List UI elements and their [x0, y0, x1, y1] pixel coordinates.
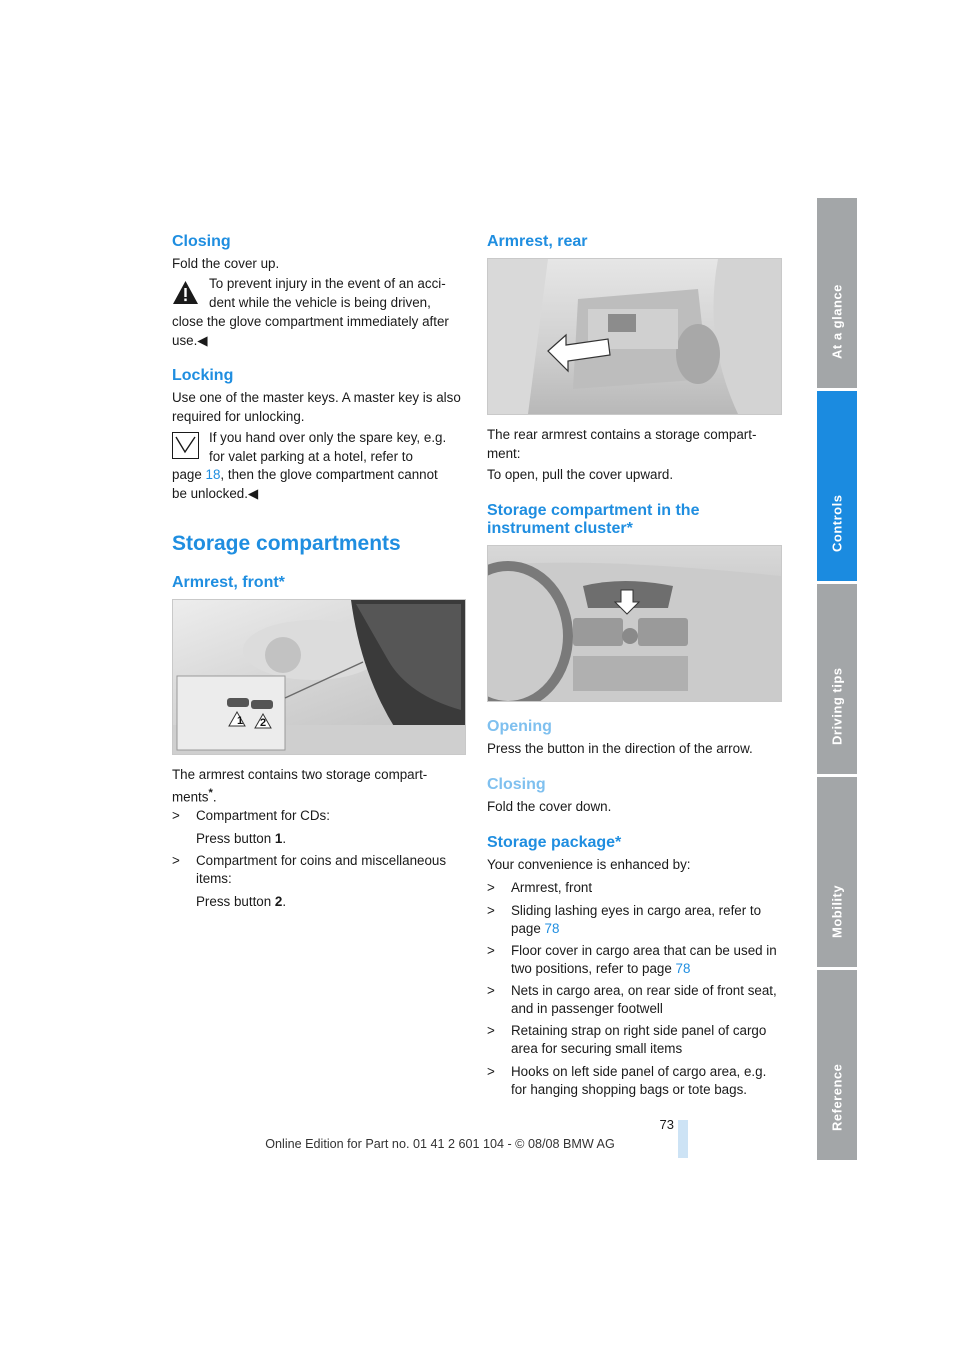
armrest-front-line-2: ments*.: [172, 787, 217, 805]
armrest-rear-photo: [487, 258, 782, 415]
note-line-2: for valet parking at a hotel, refer to: [209, 449, 413, 464]
list-item-cont: for hanging shopping bags or tote bags.: [511, 1082, 747, 1097]
instrument-cluster-photo: [487, 545, 782, 702]
warning-line-4: use.◀: [172, 333, 208, 348]
cluster-heading-line-1: Storage compartment in the: [487, 502, 700, 519]
warning-icon: [172, 280, 199, 305]
opening-text: Press the button in the direction of the arrow.: [487, 741, 753, 756]
footer-text: Online Edition for Part no. 01 41 2 601 104 - © 08/08 BMW AG: [265, 1137, 615, 1151]
warning-line-3: close the glove compartment immediately after: [172, 314, 449, 329]
armrest-front-line-1: The armrest contains two storage compart-: [172, 767, 428, 782]
warning-line-1: To prevent injury in the event of an acci-: [209, 276, 446, 291]
armrest-rear-heading: Armrest, rear: [487, 233, 588, 250]
list-item-cont: two positions, refer to page 78: [511, 961, 691, 976]
opening-heading: Opening: [487, 718, 552, 735]
list-item-cont: items:: [196, 871, 232, 886]
page-number: 73: [659, 1117, 674, 1132]
note-line-4: be unlocked.◀: [172, 486, 259, 501]
list-item-cont: page 78: [511, 921, 560, 936]
armrest-front-photo: [172, 599, 466, 755]
tab-controls[interactable]: Controls: [817, 391, 857, 581]
storage-package-intro: Your convenience is enhanced by:: [487, 857, 691, 872]
page-link-78[interactable]: 78: [544, 921, 560, 936]
footer-bar: [678, 1120, 688, 1158]
svg-text:2: 2: [260, 717, 267, 729]
closing-heading: Closing: [172, 233, 231, 250]
closing-text: Fold the cover up.: [172, 256, 280, 271]
note-line-1: If you hand over only the spare key, e.g.: [209, 430, 447, 445]
warning-line-2: dent while the vehicle is being driven,: [209, 295, 431, 310]
tab-mobility[interactable]: Mobility: [817, 777, 857, 967]
locking-line-2: required for unlocking.: [172, 409, 305, 424]
locking-heading: Locking: [172, 367, 234, 384]
cluster-heading-line-2: instrument cluster*: [487, 520, 633, 537]
section-title: Storage compartments: [172, 532, 401, 555]
armrest-front-heading: Armrest, front*: [172, 574, 285, 591]
locking-line-1: Use one of the master keys. A master key is also: [172, 390, 461, 405]
rear-line-2: ment:: [487, 446, 521, 461]
tab-reference[interactable]: Reference: [817, 970, 857, 1160]
rear-line-1: The rear armrest contains a storage compart-: [487, 427, 757, 442]
note-icon: [172, 432, 199, 459]
page-link-18[interactable]: 18: [205, 467, 221, 482]
list-item-cont: and in passenger footwell: [511, 1001, 663, 1016]
tab-driving-tips[interactable]: Driving tips: [817, 584, 857, 774]
tab-at-a-glance[interactable]: At a glance: [817, 198, 857, 388]
list-item-sub: Press button 2.: [196, 894, 287, 909]
list-item-cont: area for securing small items: [511, 1041, 683, 1056]
svg-text:1: 1: [237, 715, 244, 727]
closing-text-right: Fold the cover down.: [487, 799, 612, 814]
storage-package-heading: Storage package*: [487, 834, 622, 851]
rear-line-3: To open, pull the cover upward.: [487, 467, 674, 482]
note-line-3: page 18, then the glove compartment cannot: [172, 467, 438, 482]
closing-heading-right: Closing: [487, 776, 546, 793]
page-link-78[interactable]: 78: [675, 961, 691, 976]
list-item-sub: Press button 1.: [196, 831, 287, 846]
